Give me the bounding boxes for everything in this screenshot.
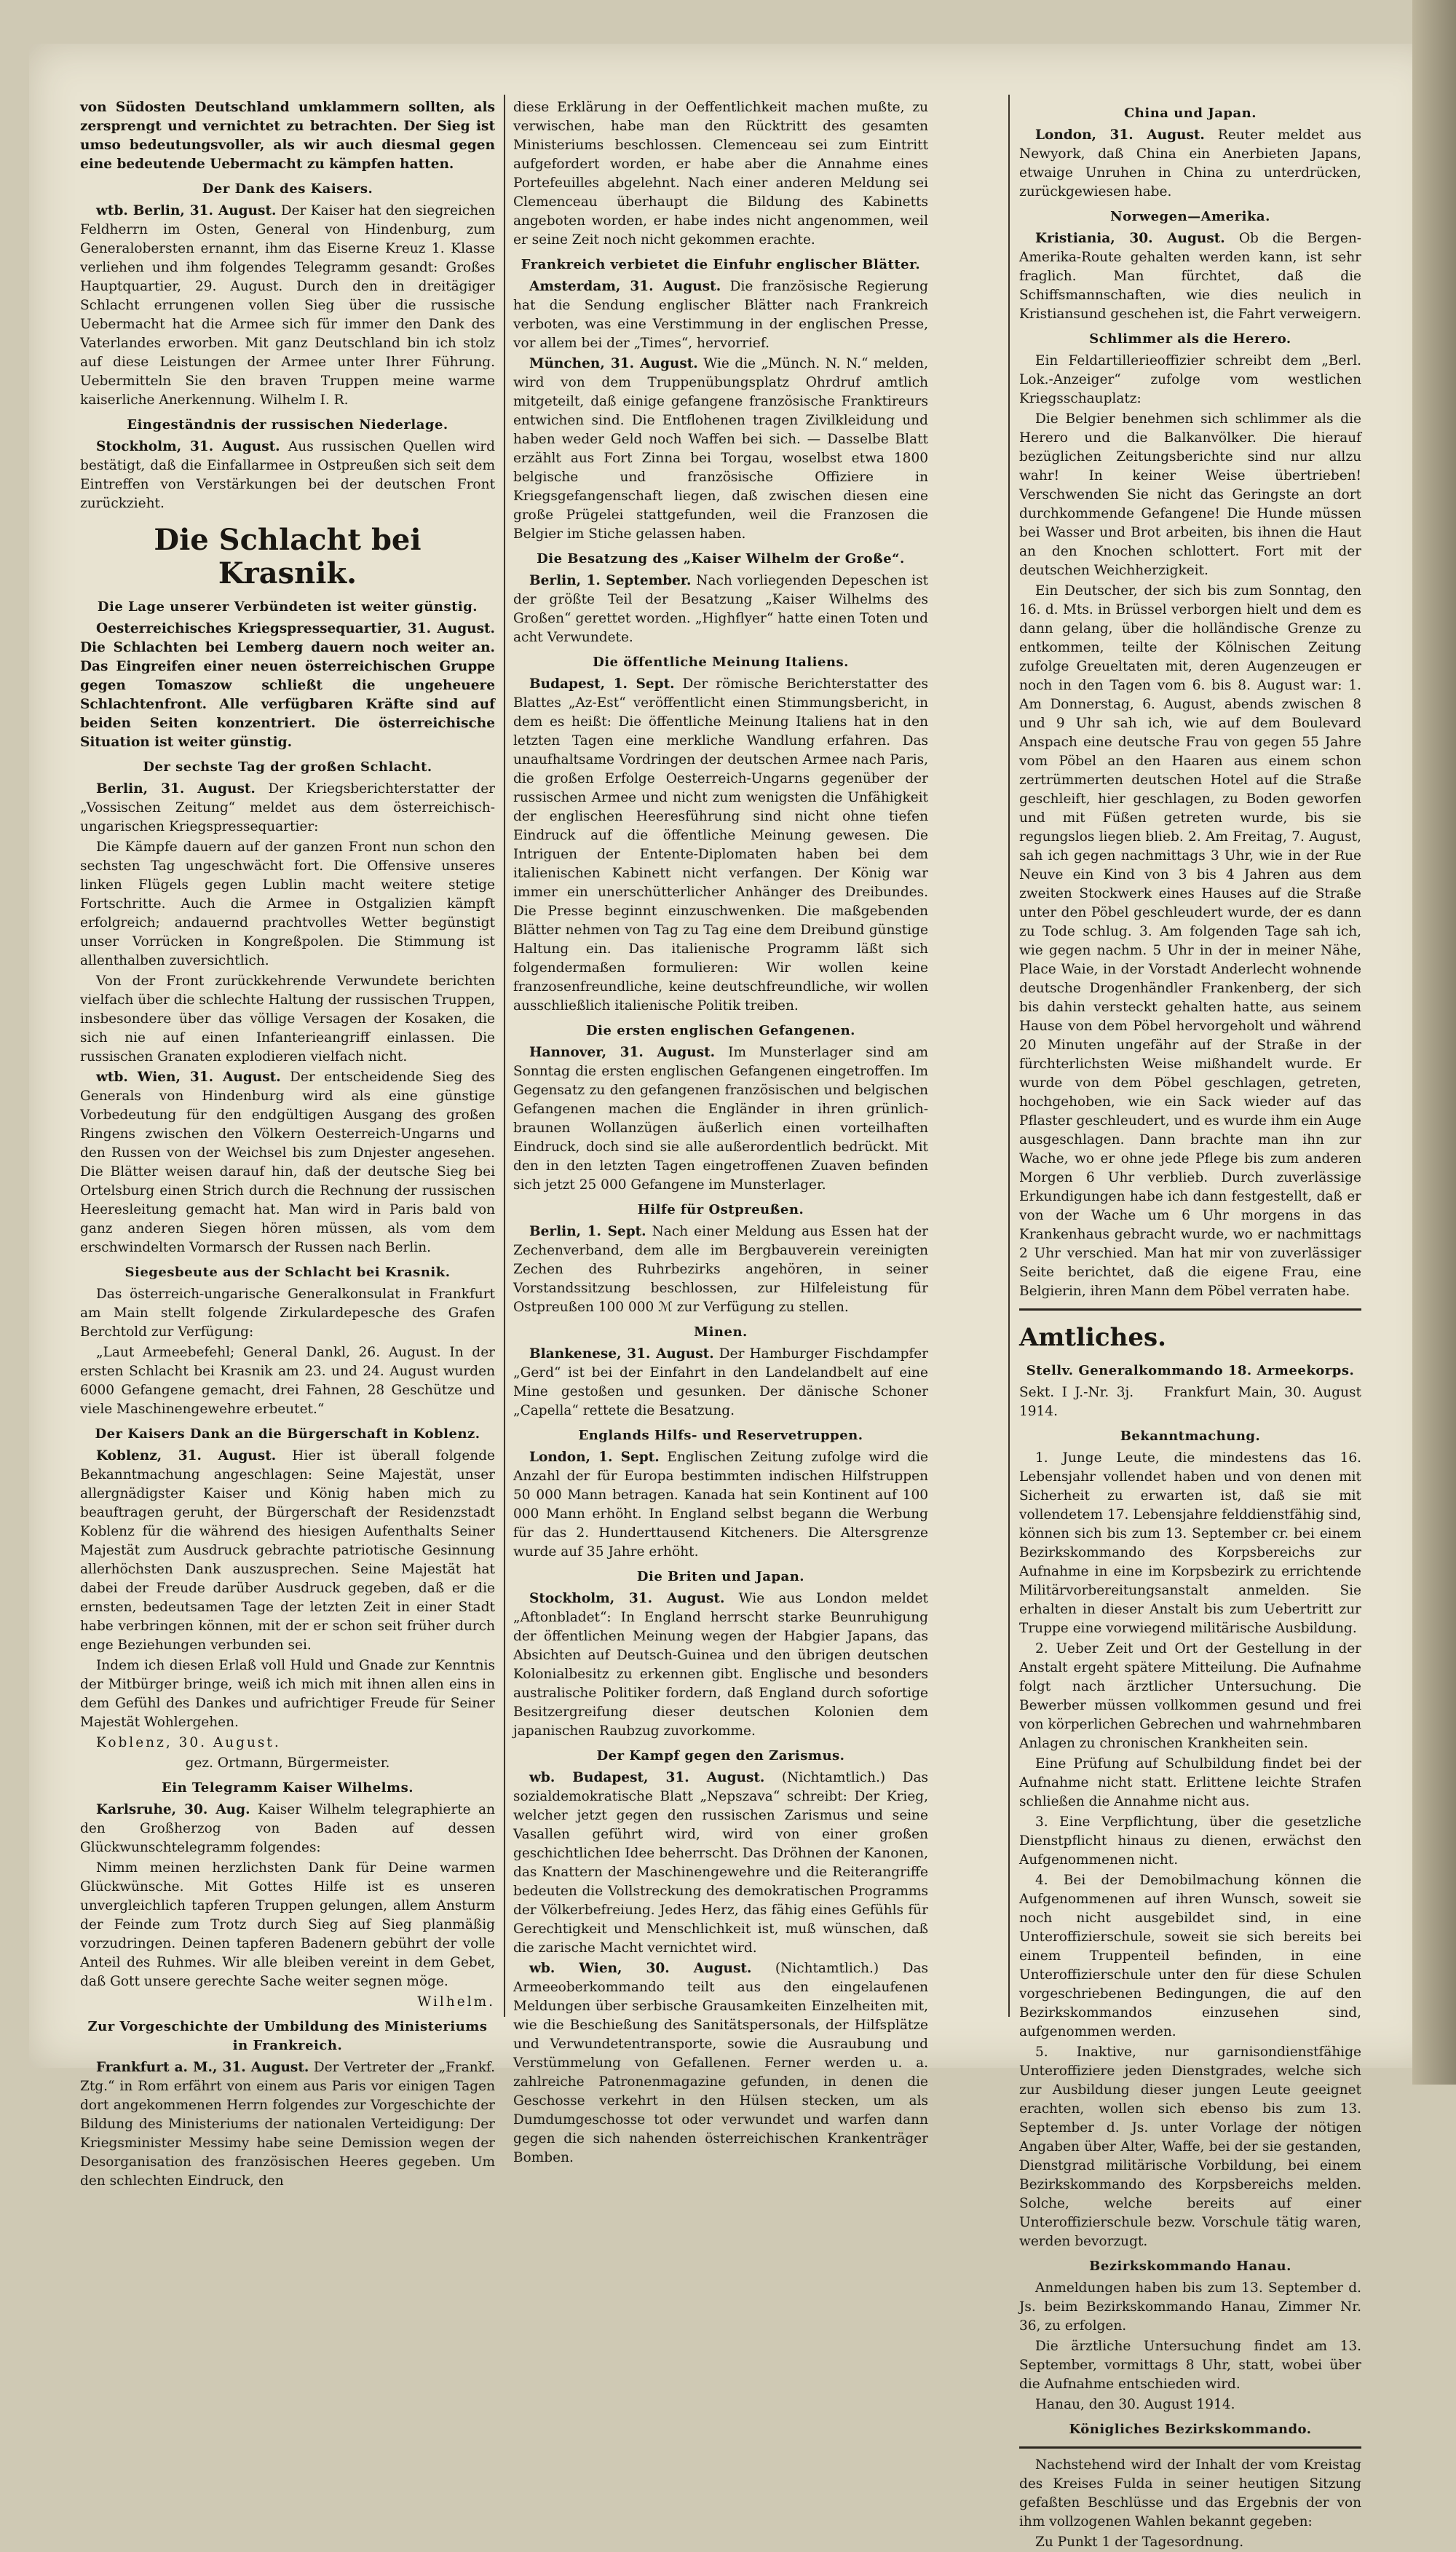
article-continuation: diese Erklärung in der Oeffentlichkeit machen mußte, zu verwischen, habe man den Rücktritt des gesamten Ministeriums beschlossen. Clemenceau sei zum Eintritt aufgefordert worden, er habe aber die Annahme eines Portefeuilles abgelehnt. Nach einer anderen Meldung sei Clemenceau überhaupt die Bildung des Kabinetts angeboten worden, er habe indes nicht angenommen, weil er seine Zeit noch nicht gekommen erachte. (513, 100, 928, 248)
headline-gefangene: Die ersten englischen Gefangenen. (586, 1023, 855, 1038)
article-italien (513, 675, 928, 1016)
notice-paragraph: Anmeldungen haben bis zum 13. September d. Js. beim Bezirkskommando Hanau, Zimmer Nr. 36, zu erfolgen. (1019, 2280, 1361, 2334)
notice-paragraph: Eine Prüfung auf Schulbildung findet bei der Aufnahme nicht statt. Erlittene leichte Strafen schließen die Annahme nicht aus. (1019, 1756, 1361, 1809)
headline-minen: Minen. (694, 1324, 748, 1340)
article-date: Koblenz, 30. August. (96, 1735, 281, 1750)
headline-italien: Die öffentliche Meinung Italiens. (593, 655, 849, 670)
article-paragraph: Von der Front zurückkehrende Verwundete berichten vielfach über die schlechte Haltung der russischen Truppen, insbesondere über das völlige Versagen der Kosaken, die sich nie auf einen Infanterieangriff einlassen. Die russischen Granaten explodieren vielfach nicht. (80, 973, 495, 1064)
headline-dank: Der Dank des Kaisers. (202, 181, 373, 197)
article-text: (Nichtamtlich.) Das sozialdemokratische Blatt „Nepszava“ schreibt: Der Krieg, welcher jetzt gegen den russischen Zarismus und seine Vasallen geführt wird, wird von einer großen geschichtlichen Idee beherrscht. Das Dröhnen der Kanonen, das Knattern der Maschinengewehre und die Reiterangriffe bedeuten die Vollstreckung des demokratischen Programms der Völkerbefreiung. Jedes Herz, das fähig eines Gefühls für Gerechtigkeit und Menschlichkeit ist, muß wünschen, daß die zarische Macht vernichtet wird. (513, 1770, 928, 1956)
article-wien (80, 1068, 495, 1257)
section-rule (1019, 2446, 1361, 2449)
column-right (1019, 98, 1361, 2550)
dateline: London, 31. August. (1035, 127, 1205, 143)
article-zarismus (513, 1769, 928, 1958)
article-text: (Nichtamtlich.) Das Armeeoberkommando teilt aus den eingelaufenen Meldungen über serbische Grausamkeiten Einzelheiten mit, wie die Beschießung des Sanitätspersonals, der Hilfsplätze und Verwundetentransporte, sowie die Ausraubung und Verstümmelung von Gefallenen. Ferner werden u. a. zahlreiche Patronenmagazine gefunden, in denen die Geschosse verkehrt in den Hülsen stecken, um als Dumdumgeschosse tot oder verwundet und warfen dann gegen die sich nahenden österreichischen Krankenträger Bomben. (513, 1961, 928, 2165)
notice-paragraph: 1. Junge Leute, die mindestens das 16. Lebensjahr vollendet haben und von denen mit Sicherheit zu erwarten ist, daß sie mit vollendetem 17. Lebensjahre felddienstfähig sind, können sich bis zum 13. September cr. bei einem Bezirkskommando des Korpsbereichs zur Aufnahme in eine im Korpsbezirk zu errichtende Militärvorbereitungsanstalt anmelden. Sie erhalten in dieser Anstalt bis zum Uebertritt zur Truppe eine vorwiegend militärische Ausbildung. (1019, 1450, 1361, 1636)
article-text: Wie aus London meldet „Aftonbladet“: In England herrscht starke Beunruhigung der öffentlichen Meinung wegen der Habgier Japans, das Absichten auf Deutsch-Guinea und den übrigen deutschen Kolonialbesitz zu erkennen gibt. Englische und besonders australische Politiker fordern, daß England durch sofortige Besitzergreifung dieser deutschen Kolonien dem japanischen Raubzug zuvorkomme. (513, 1591, 928, 1739)
article-vorgeschichte (80, 2058, 495, 2191)
dateline: Amsterdam, 31. August. (529, 279, 721, 294)
article-text: Ob die Bergen-Amerika-Route gehalten werden kann, ist sehr fraglich. Man fürchtet, daß die Schiffsmannschaften, wie dies neulich in Kristiansund geschehen ist, die Fahrt verweigern. (1019, 231, 1361, 322)
article-besatzung (513, 572, 928, 647)
notice-date: Frankfurt Main, 30. August 1914. (1019, 1385, 1361, 1419)
dateline: Blankenese, 31. August. (529, 1346, 714, 1362)
headline-eingestaendnis: Eingeständnis der russischen Niederlage. (127, 417, 448, 432)
article-sechste-tag (80, 780, 495, 837)
headline-zarismus: Der Kampf gegen den Zarismus. (596, 1748, 845, 1763)
article-paragraph: „Laut Armeebefehl; General Dankl, 26. August. In der ersten Schlacht bei Krasnik am 23. und 24. August wurden 6000 Gefangene gemacht, drei Fahnen, 28 Geschütze und viele Maschinengewehre erbeutet.“ (80, 1345, 495, 1417)
article-telegramm (80, 1801, 495, 1857)
headline-besatzung: Die Besatzung des „Kaiser Wilhelm der Große“. (537, 551, 905, 566)
article-text: Der Vertreter der „Frankf. Ztg.“ in Rom erfährt von einem aus Paris vor einigen Tagen dort angekommenen Herrn folgendes zur Vorgeschichte der Bildung des Ministeriums der nationalen Verteidigung: Der Kriegsminister Messimy habe seine Demission wegen der Desorganisation des französischen Heeres gegeben. Um den schlechten Eindruck, den (80, 2060, 495, 2189)
headline-siegesbeute: Siegesbeute aus der Schlacht bei Krasnik. (124, 1265, 451, 1280)
headline-briten: Die Briten und Japan. (636, 1569, 805, 1584)
article-paragraph: Ein Deutscher, der sich bis zum Sonntag, den 16. d. Mts. in Brüssel verborgen hielt und dem es dann gelang, über die holländische Grenze zu entkommen, teilte der Kölnischen Zeitung zufolge Greueltaten mit, deren Augenzeugen er noch in den Tagen vom 6. bis 8. August war: 1. Am Donnerstag, 6. August, abends zwischen 8 und 9 Uhr sah ich, wie auf dem Boulevard Anspach eine deutsche Frau von gegen 55 Jahre vom Pöbel an den Haaren aus einem schon zertrümmerten deutschen Hotel auf die Straße geschleift, hier geschlagen, zu Boden geworfen und mit Füßen getreten wurde, bis sie regungslos liegen blieb. 2. Am Freitag, 7. August, sah ich gegen nachmittags 3 Uhr, wie in der Rue Neuve ein Kind von 3 bis 4 Jahren aus dem zweiten Stockwerk eines Hauses auf die Straße unter den Pöbel geschleudert wurde, der es dann zu Tode schlug. 3. Am folgenden Tage sah ich, wie gegen nachm. 5 Uhr in der in meiner Nähe, Place Waie, in der Vorstadt Anderlecht wohnende deutsche Drogenhändler Frankenberg, der sich bis dahin versteckt gehalten hatte, aus seinem Hause von dem Pöbel hervorgeholt und während 20 Minuten ungefähr auf der Straße in der fürchterlichsten Weise mißhandelt wurde. Er wurde von dem Pöbel geschlagen, getreten, hochgehoben, wie ein Sack wieder auf das Pflaster geschleudert, und es wurde ihm ein Auge ausgeschlagen. Dann brachte man ihn zur Wache, wo er ohne jede Pflege bis zum anderen Morgen 6 Uhr verblieb. Durch zuverlässige Erkundigungen habe ich dann festgestellt, daß er von der Wache um 6 Uhr morgens in das Krankenhaus gebracht wurde, wo er nachmittags 2 Uhr verschied. Man hat mir von zuverlässiger Seite berichtet, daß die eigene Frau, eine Belgierin, ihren Mann dem Pöbel verraten habe. (1019, 583, 1361, 1299)
dateline: wb. Wien, 30. August. (529, 1961, 752, 1976)
dateline: Berlin, 31. August. (96, 781, 256, 797)
article-wien-armee (513, 1959, 928, 2168)
dateline: Berlin, 1. Sept. (529, 1224, 646, 1239)
column-middle (513, 98, 929, 2165)
dateline: wb. Budapest, 31. August. (529, 1770, 765, 1785)
headline-bekanntmachung: Bekanntmachung. (1120, 1429, 1261, 1444)
notice-paragraph: 5. Inaktive, nur garnisondienstfähige Unteroffiziere jeden Dienstgrades, welche sich zur Ausbildung dieser jungen Leute geeignet erachten, wollen sich ebenso bis zum 13. September d. Js. unter Vorlage der nötigen Angaben über Alter, Waffe, bei der sie gestanden, Dienstgrad militärische Vorbildung, bei einem Bezirkskommando des Korpsbereichs melden. Solche, welche bereits auf einer Unteroffizierschule bezw. Vorschule tätig waren, werden bevorzugt. (1019, 2045, 1361, 2249)
article-text: Die französische Regierung hat die Sendung englischer Blätter nach Frankreich verboten, was eine Verstimmung in der englischen Presse, vor allem bei der „Times“, hervorrief. (513, 279, 928, 351)
article-signature: gez. Ortmann, Bürgermeister. (185, 1755, 390, 1771)
dateline: Koblenz, 31. August. (96, 1448, 277, 1463)
dateline: Stockholm, 31. August. (529, 1591, 725, 1606)
column-rule (504, 95, 505, 2017)
article-paragraph: Nimm meinen herzlichsten Dank für Deine warmen Glückwünsche. Mit Gottes Hilfe ist es unseren unvergleichlich tapferen Truppen gelungen, allem Ansturm der Feinde zum Trotz durch Sieg auf Sieg planmäßig vorzudringen. Deinen tapferen Badenern gebührt der volle Anteil des Ruhmes. Wir alle bleiben vereint in dem Gebet, daß Gott unsere gerechte Sache weiter segnen möge. (80, 1860, 495, 1989)
notice-paragraph: Zu Punkt 1 der Tagesordnung. (1035, 2535, 1244, 2550)
article-hilfe (513, 1222, 928, 1317)
dateline: München, 31. August. (529, 356, 698, 371)
article-text: Aus russischen Quellen wird bestätigt, daß die Einfallarmee in Ostpreußen sich seit dem Eintreffen von Verstärkungen bei der deutschen Front zurückzieht. (80, 439, 495, 511)
article-muenchen (513, 355, 928, 544)
dateline: Karlsruhe, 30. Aug. (96, 1802, 250, 1817)
article-paragraph: Das österreich-ungarische Generalkonsulat in Frankfurt am Main stellt folgende Zirkulardepesche des Grafen Berchtold zur Verfügung: (80, 1287, 495, 1340)
article-koblenz (80, 1447, 495, 1655)
headline-england: Englands Hilfs- und Reservetruppen. (578, 1428, 863, 1443)
headline-herero: Schlimmer als die Herero. (1089, 331, 1291, 347)
article-text: Die Schlachten bei Lemberg dauern noch weiter an. Das Eingreifen einer neuen österreichischen Gruppe gegen Tomaszow schließt die ungeheuere Schlachtenfront. Alle verfügbaren Kräfte sind auf beiden Seiten konzentriert. Die österreichische Situation ist weiter günstig. (80, 640, 495, 750)
dateline: wtb. Berlin, 31. August. (96, 203, 277, 218)
article-text: Der Kriegsberichterstatter der „Vossischen Zeitung“ meldet aus dem österreichisch-ungarischen Kriegspressequartier: (80, 781, 495, 834)
article-text: Der Kaiser hat den siegreichen Feldherrn im Osten, General von Hindenburg, zum Generalobersten ernannt, ihm das Eiserne Kreuz 1. Klasse verliehen und ihm folgendes Telegramm gesandt: Großes Hauptquartier, 29. August. Durch den in dreitägiger Schlacht errungenen vollen Sieg über die russische Uebermacht hat die Armee sich für immer den Dank des Vaterlandes erworben. Mit ganz Deutschland bin ich stolz auf diese Leistungen der Armee unter Ihrer Führung. Uebermitteln Sie den braven Truppen meine warme kaiserliche Anerkennung. Wilhelm I. R. (80, 203, 496, 408)
headline-generalkommando: Stellv. Generalkommando 18. Armeekorps. (1026, 1363, 1355, 1378)
article-text: Englischen Zeitung zufolge wird die Anzahl der für Europa bestimmten indischen Hilfstruppen 50 000 Mann betragen. Kanada hat sein Kontinent auf 100 000 Mann erhöht. In England selbst begann die Werbung für das 2. Hunderttausend Kitcheners. Die Altersgrenze wurde auf 35 Jahre erhöht. (513, 1450, 928, 1560)
headline-bezirkskommando: Königliches Bezirkskommando. (1069, 2422, 1312, 2437)
dateline: Oesterreichisches Kriegspressequartier, 31. August. (96, 621, 495, 636)
page-edge (1412, 0, 1456, 2085)
dateline: Kristiania, 30. August. (1035, 231, 1225, 246)
notice-paragraph: 2. Ueber Zeit und Ort der Gestellung in der Anstalt ergeht spätere Mitteilung. Die Aufnahme folgt nach ärztlicher Untersuchung. Die Bewerber müssen vollkommen gesund und frei von körperlichen Gebrechen und wahrnehmbaren Anlagen zu chronischen Krankheiten sein. (1019, 1641, 1361, 1751)
article-paragraph: Indem ich diesen Erlaß voll Huld und Gnade zur Kenntnis der Mitbürger bringe, weiß ich mich mit ihnen allen eins in dem Gefühl des Dankes und aufrichtiger Freude für Seiner Majestät Wohlergehen. (80, 1658, 495, 1730)
article-paragraph: Die Belgier benehmen sich schlimmer als die Herero und die Balkanvölker. Die hierauf bezüglichen Zeitungsberichte sind nur allzu wahr! In keiner Weise übertrieben! Verschwenden Sie nicht das Geringste an dort durchkommende Gefangene! Die Hunde müssen bei Wasser und Brot arbeiten, bis ihnen die Haut an den Knochen schlottert. Fort mit der deutschen Weichherzigkeit. (1019, 411, 1361, 578)
notice-paragraph: 4. Bei der Demobilmachung können die Aufgenommenen auf ihren Wunsch, soweit sie noch nicht ausgebildet sind, in eine Unteroffizierschule, soweit sie sich bereits bei einem Truppenteil befinden, in eine Unteroffizierschule unter den für diese Schulen vorgeschriebenen Bedingungen, die auf den Bezirkskommandos einzusehen sind, aufgenommen werden. (1019, 1873, 1361, 2039)
article-text: Der entscheidende Sieg des Generals von Hindenburg wird als eine günstige Vorbedeutung für den endgültigen Ausgang des großen Ringens zwischen den Völkern Oesterreich-Ungarns und den Russen von der Weichsel bis zum Dnjester angesehen. Die Blätter weisen darauf hin, daß der deutsche Sieg bei Ortelsburg einen Strich durch die Rechnung der russischen Heeresleitung gemacht hat. Man wird in Paris bald von ganz anderen Siegen hören müssen, als vom dem erschwindelten Vormarsch der Russen nach Berlin. (80, 1070, 495, 1255)
headline-lage: Die Lage unserer Verbündeten ist weiter günstig. (97, 599, 478, 615)
article-gefangene (513, 1043, 928, 1195)
headline-amtliches: Amtliches. (1019, 1323, 1166, 1352)
article-verbot (513, 277, 928, 353)
notice-paragraph: Nachstehend wird der Inhalt der vom Kreistag des Kreises Fulda in seiner heutigen Sitzung gefaßten Beschlüsse und das Ergebnis der von ihm vollzogenen Wahlen bekannt gegeben: (1019, 2457, 1361, 2529)
article-paragraph: Ein Feldartillerieoffizier schreibt dem „Berl. Lok.-Anzeiger“ zufolge vom westlichen Kriegsschauplatz: (1019, 353, 1361, 406)
headline-hilfe: Hilfe für Ostpreußen. (637, 1202, 804, 1217)
headline-sechste-tag: Der sechste Tag der großen Schlacht. (143, 759, 432, 775)
article-text: Der Hamburger Fischdampfer „Gerd“ ist bei der Einfahrt in den Landelandbelt auf eine Mine gestoßen und gesunken. Der dänische Schoner „Capella“ rettete die Besatzung. (513, 1346, 929, 1418)
article-minen (513, 1345, 928, 1421)
article-text: Reuter meldet aus Newyork, daß China ein Anerbieten Japans, etwaige Unruhen in China zu unterdrücken, zurückgewiesen habe. (1019, 127, 1361, 200)
dateline: Hannover, 31. August. (529, 1045, 716, 1060)
headline-vorgeschichte: Zur Vorgeschichte der Umbildung des Ministeriums in Frankreich. (87, 2019, 488, 2053)
article-lage (80, 620, 495, 752)
headline-norwegen: Norwegen—Amerika. (1110, 209, 1270, 224)
article-china (1019, 126, 1361, 202)
article-text: Kaiser Wilhelm telegraphierte an den Großherzog von Baden auf dessen Glückwunschtelegramm folgendes: (80, 1802, 495, 1855)
article-text: Hier ist überall folgende Bekanntmachung angeschlagen: Seine Majestät, unser allergnädigster Kaiser und König haben mich zu beauftragen geruht, der Bürgerschaft der Residenzstadt Koblenz für die während des hiesigen Aufenthalts Seiner Majestät zum Ausdruck gebrachte patriotische Gesinnung allerhöchsten Dank auszusprechen. Seine Majestät hat dabei der Freude darüber Ausdruck gegeben, daß er die ernsten, bedeutsamen Tage der letzten Zeit in einer Stadt habe verbringen können, mit der er schon seit früher durch enge Beziehungen verbunden sei. (80, 1448, 495, 1653)
dateline: Budapest, 1. Sept. (529, 676, 675, 692)
article-text: Der römische Berichterstatter des Blattes „Az-Est“ veröffentlicht einen Stimmungsbericht, in dem es heißt: Die öffentliche Meinung Italiens hat in den letzten Tagen eine merkliche Wandlung erfahren. Das unaufhaltsame Vordringen der deutschen Armee nach Paris, die großen Erfolge Oesterreich-Ungarns gegenüber der russischen Armee und nicht zum wenigsten die Unfähigkeit der englischen Heeresführung sind nicht ohne tiefen Eindruck auf die öffentliche Meinung gewesen. Die Intriguen der Entente-Diplomaten haben bei dem italienischen Kabinett nicht verfangen. Der König war immer ein unerschütterlicher Anhänger des Dreibundes. Die Presse beginnt einzuschwenken. Die maßgebenden Blätter nehmen von Tag zu Tag eine dem Dreibund günstige Haltung ein. Das italienische Programm läßt sich folgendermaßen formulieren: Wir wollen keine franzosenfreundliche, keine deutschfreundliche, wir wollen ausschließlich italienische Politik treiben. (513, 676, 928, 1014)
section-rule (1019, 1308, 1361, 1311)
column-left (80, 98, 496, 2189)
article-england (513, 1448, 928, 1562)
headline-koblenz: Der Kaisers Dank an die Bürgerschaft in Koblenz. (95, 1426, 480, 1442)
article-briten (513, 1589, 928, 1741)
headline-verbot: Frankreich verbietet die Einfuhr englischer Blätter. (521, 257, 921, 272)
headline-china: China und Japan. (1123, 106, 1257, 121)
dateline: London, 1. Sept. (529, 1450, 660, 1465)
headline-telegramm: Ein Telegramm Kaiser Wilhelms. (162, 1780, 414, 1796)
dateline: Stockholm, 31. August. (96, 439, 280, 454)
article-norwegen (1019, 229, 1361, 324)
article-signature: Wilhelm. (417, 1994, 495, 2010)
notice-date: Hanau, den 30. August 1914. (1035, 2397, 1235, 2412)
article-text: Nach einer Meldung aus Essen hat der Zechenverband, dem alle im Bergbauverein vereinigten Zechen des Ruhrbezirks angehören, in seiner Vorstandssitzung beschlossen, zur Hilfeleistung für Ostpreußen 100 000 ℳ zur Verfügung zu stellen. (513, 1224, 928, 1315)
article-text: Im Munsterlager sind am Sonntag die ersten englischen Gefangenen eingetroffen. Im Gegensatz zu den gefangenen französischen und belgischen Gefangenen machen die Engländer in ihren grünlich-braunen Wollanzügen äußerlich einen vorteilhaften Eindruck, doch sind sie alle außerordentlich bedrückt. Mit den in den letzten Tagen eingetroffenen Zuaven befinden sich jetzt 25 000 Gefangene im Munsterlager. (513, 1045, 928, 1193)
article-text: Nach vorliegenden Depeschen ist der größte Teil der Besatzung „Kaiser Wilhelms des Großen“ gerettet worden. „Highflyer“ hatte einen Toten und acht Verwundete. (513, 573, 928, 645)
notice-paragraph: Die ärztliche Untersuchung findet am 13. September, vormittags 8 Uhr, statt, wobei über die Aufnahme entschieden wird. (1019, 2339, 1361, 2392)
article-paragraph: Die Kämpfe dauern auf der ganzen Front nun schon den sechsten Tag ungeschwächt fort. Die Offensive unseres linken Flügels gegen Lublin macht weitere stetige Fortschritte. Auch die Armee in Ostgalizien kämpft erfolgreich; andauernd prachtvolles Wetter begünstigt unser Vorrücken in Kongreßpolen. Die Stimmung ist allenthalben zuversichtlich. (80, 840, 495, 968)
headline-hanau: Bezirkskommando Hanau. (1089, 2259, 1291, 2274)
reference-number: Sekt. I J.-Nr. 3j. (1019, 1385, 1134, 1400)
dateline: Frankfurt a. M., 31. August. (96, 2060, 309, 2075)
headline-krasnik: Die Schlacht bei Krasnik. (154, 523, 422, 590)
article-dank (80, 202, 495, 410)
article-text: Wie die „Münch. N. N.“ melden, wird von dem Truppenübungsplatz Ohrdruf amtlich mitgeteilt, daß einige gefangene französische Franktireurs entwichen sind. Die Entflohenen tragen Zivilkleidung und haben weder Geld noch Waffen bei sich. — Dasselbe Blatt erzählt aus Fort Zinna bei Torgau, woselbst etwa 1800 belgische und französische Offiziere in Kriegsgefangenschaft liegen, daß zwischen diesen eine große Prügelei stattgefunden, weil die Franzosen die Belgier im Stiche gelassen haben. (513, 356, 928, 542)
notice-paragraph: 3. Eine Verpflichtung, über die gesetzliche Dienstpflicht hinaus zu dienen, erwächst den Aufgenommenen nicht. (1019, 1814, 1361, 1868)
dateline: Berlin, 1. September. (529, 573, 692, 588)
article-continuation: von Südosten Deutschland umklammern sollten, als zersprengt und vernichtet zu betrachten. Der Sieg ist umso bedeutungsvoller, als wir auch diesmal gegen eine bedeutende Uebermacht zu kämpfen hatten. (80, 100, 495, 172)
article-eingestaendnis (80, 438, 495, 513)
column-rule (1008, 95, 1010, 2017)
dateline: wtb. Wien, 31. August. (96, 1070, 281, 1085)
notice-reference (1019, 1383, 1361, 1421)
